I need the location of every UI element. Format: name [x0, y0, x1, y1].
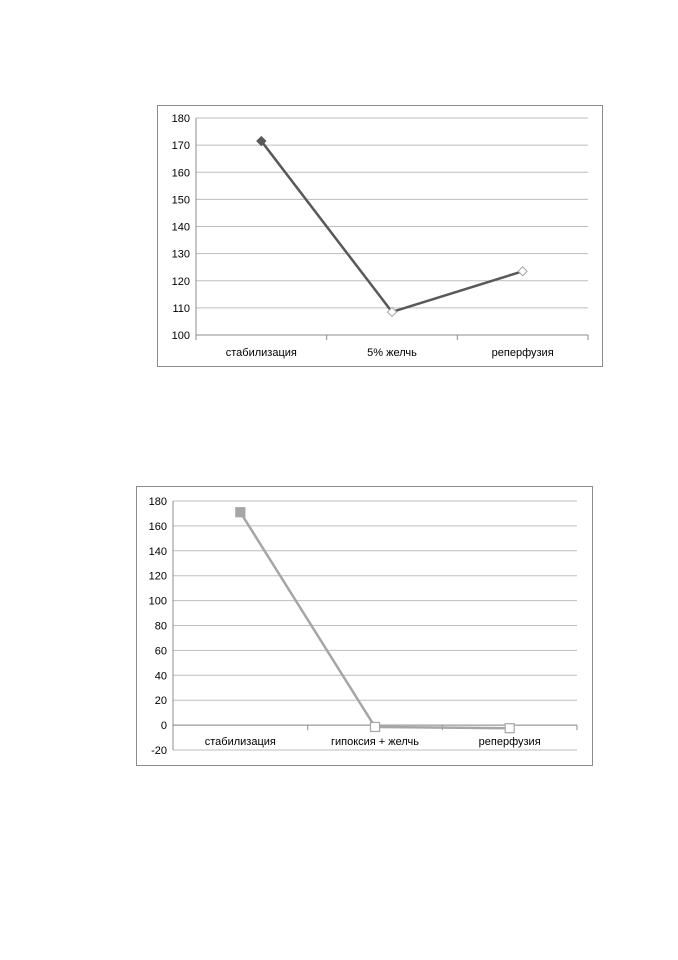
chart-2-y-tick-label: 80 — [154, 620, 167, 633]
chart-2-y-tick-label: 120 — [148, 570, 167, 583]
chart-2-x-tick-label: реперфузия — [478, 736, 541, 748]
chart-1-y-tick-label: 110 — [172, 302, 190, 315]
chart-1-y-tick-label: 120 — [171, 275, 190, 288]
chart-2-y-tick-label: 100 — [148, 595, 167, 608]
chart-2-y-tick-label: 140 — [148, 545, 167, 558]
chart-1-data-point — [518, 267, 527, 276]
chart-1-x-tick-label: 5% желчь — [367, 347, 417, 359]
chart-2-y-tick-label: 60 — [154, 645, 167, 658]
chart-1-y-tick-label: 170 — [171, 140, 190, 153]
chart-1 — [157, 105, 603, 367]
chart-2-data-point — [371, 722, 380, 731]
chart-1-y-tick-label: 180 — [171, 113, 190, 125]
chart-1-plot — [158, 106, 602, 366]
chart-2-series-line — [240, 512, 509, 728]
chart-1-y-tick-label: 160 — [171, 167, 190, 180]
chart-2-data-point — [505, 724, 514, 733]
chart-1-y-tick-label: 100 — [171, 330, 190, 342]
chart-1-y-tick-label: 150 — [171, 194, 190, 207]
chart-1-x-tick-label: реперфузия — [491, 347, 554, 359]
chart-2-data-point — [236, 508, 245, 517]
chart-2-x-tick-label: гипоксия + желчь — [330, 736, 420, 748]
chart-2-y-tick-label: 180 — [148, 496, 167, 508]
chart-2-plot — [137, 487, 592, 765]
chart-2-y-tick-label: 20 — [154, 695, 167, 708]
chart-2-y-tick-label: 0 — [160, 720, 167, 733]
chart-1-y-tick-label: 130 — [171, 248, 190, 261]
chart-2-y-tick-label: -20 — [151, 745, 167, 757]
chart-2-y-tick-label: 160 — [148, 520, 167, 533]
chart-1-x-tick-label: стабилизация — [225, 347, 297, 359]
chart-1-y-tick-label: 140 — [171, 221, 190, 234]
chart-2-x-tick-label: стабилизация — [204, 736, 276, 748]
chart-2 — [136, 486, 593, 766]
chart-2-y-tick-label: 40 — [154, 670, 167, 683]
